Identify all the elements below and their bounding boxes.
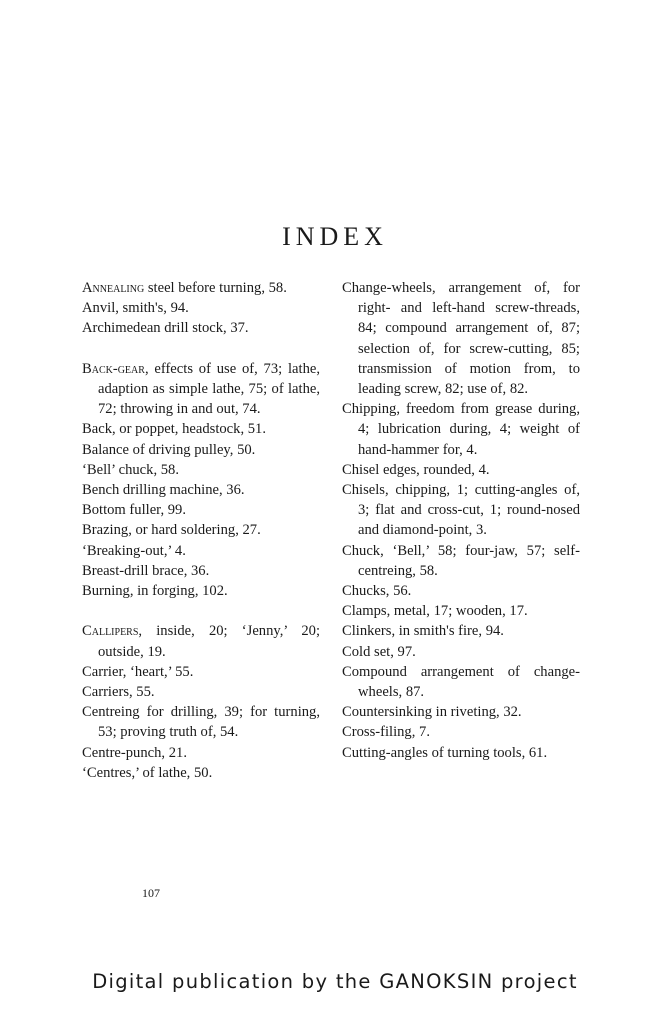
index-entry [82,702,320,742]
index-entry [342,541,580,581]
index-entry-text: Clamps, metal, 17; wooden, 17. [342,603,528,620]
index-entry-text: Burning, in forging, 102. [82,583,228,600]
index-entry [82,581,320,601]
index-entry [342,702,580,722]
index-entry [82,298,320,318]
index-entry-text: Anvil, smith's, 94. [82,300,189,317]
index-entry-text: , inside, 20; ‘Jenny,’ 20; outside, 19. [98,623,320,660]
index-entry-text: Chisel edges, rounded, 4. [342,461,490,478]
index-entry-text: Carrier, ‘heart,’ 55. [82,663,194,680]
index-entry [82,662,320,682]
index-left-column [82,278,320,783]
page-number: 107 [142,886,160,900]
index-entry [82,419,320,439]
index-entry-text: Chucks, 56. [342,583,412,600]
index-entry [82,621,320,661]
index-entry-text: ‘Centres,’ of lathe, 50. [82,764,213,781]
publication-footer: Digital publication by the GANOKSIN project [92,970,578,993]
index-entry-text: Countersinking in riveting, 32. [342,704,522,721]
index-entry-text: Chuck, ‘Bell,’ 58; four-jaw, 57; self-centreing, 58. [342,542,580,579]
index-entry [82,440,320,460]
index-entry-head: Annealing [82,280,145,296]
index-entry-text: Compound arrangement of change-wheels, 87. [342,663,580,701]
index-entry-text: Breast-drill brace, 36. [82,562,210,579]
index-entry-text: ‘Breaking-out,’ 4. [82,542,186,559]
index-entry-text: Bottom fuller, 99. [82,502,186,519]
index-entry-head: Back-gear [82,360,145,377]
index-entry [82,278,320,298]
index-entry-text: steel before turning, 58. [144,280,287,296]
index-entry [82,682,320,702]
entry-group-gap [82,339,320,359]
index-entry [82,480,320,500]
index-entry-text: Carriers, 55. [82,684,155,701]
index-entry-text: Chipping, freedom from grease during, 4; lubrication during, 4; weight of hand-hammer for, 4. [342,401,580,458]
index-entry-text: Cutting-angles of turning tools, 61. [342,744,548,761]
index-right-column [342,278,580,763]
index-entry-text: Clinkers, in smith's fire, 94. [342,623,504,640]
index-entry-text: , effects of use of, 73; lathe, adaption as simple lathe, 75; of lathe, 72; throwing in and out, 74. [98,360,320,418]
index-entry-text: Back, or poppet, headstock, 51. [82,421,266,438]
index-entry [82,460,320,480]
index-entry [82,561,320,581]
index-entry [342,642,580,662]
index-entry-text: Centre-punch, 21. [82,744,187,761]
index-entry-text: Brazing, or hard soldering, 27. [82,522,261,539]
index-entry [342,722,580,742]
index-entry [342,399,580,460]
index-entry [82,763,320,783]
index-entry [82,541,320,561]
page-title: INDEX [282,222,388,251]
index-entry-head: Callipers [82,623,139,640]
index-entry-text: Archimedean drill stock, 37. [82,320,249,337]
index-entry-text: ‘Bell’ chuck, 58. [82,461,179,478]
index-entry [342,581,580,601]
index-entry-text: Bench drilling machine, 36. [82,482,245,499]
index-entry [342,480,580,541]
index-entry [342,460,580,480]
index-entry [342,621,580,641]
index-entry-text: Cross-filing, 7. [342,724,430,741]
index-entry-text: Cold set, 97. [342,643,416,660]
index-entry [82,743,320,763]
index-entry-text: Chisels, chipping, 1; cutting-angles of, 3; flat and cross-cut, 1; round-nosed and diamond-point, 3. [342,482,580,539]
index-entry-text: Change-wheels, arrangement of, for right- and left-hand screw-threads, 84; compound arrangement of, 87; selection of, for screw-cutting, 85; transmission of motion from, to leading screw, 82; use of, 82. [342,280,580,398]
index-entry [342,743,580,763]
index-entry [342,278,580,399]
index-entry [82,500,320,520]
index-entry [342,662,580,702]
index-entry [82,318,320,338]
index-entry-text: Balance of driving pulley, 50. [82,441,256,458]
entry-group-gap [82,601,320,621]
index-entry [82,359,320,420]
index-entry [82,520,320,540]
index-entry [342,601,580,621]
index-entry-text: Centreing for drilling, 39; for turning, 53; proving truth of, 54. [82,704,320,741]
